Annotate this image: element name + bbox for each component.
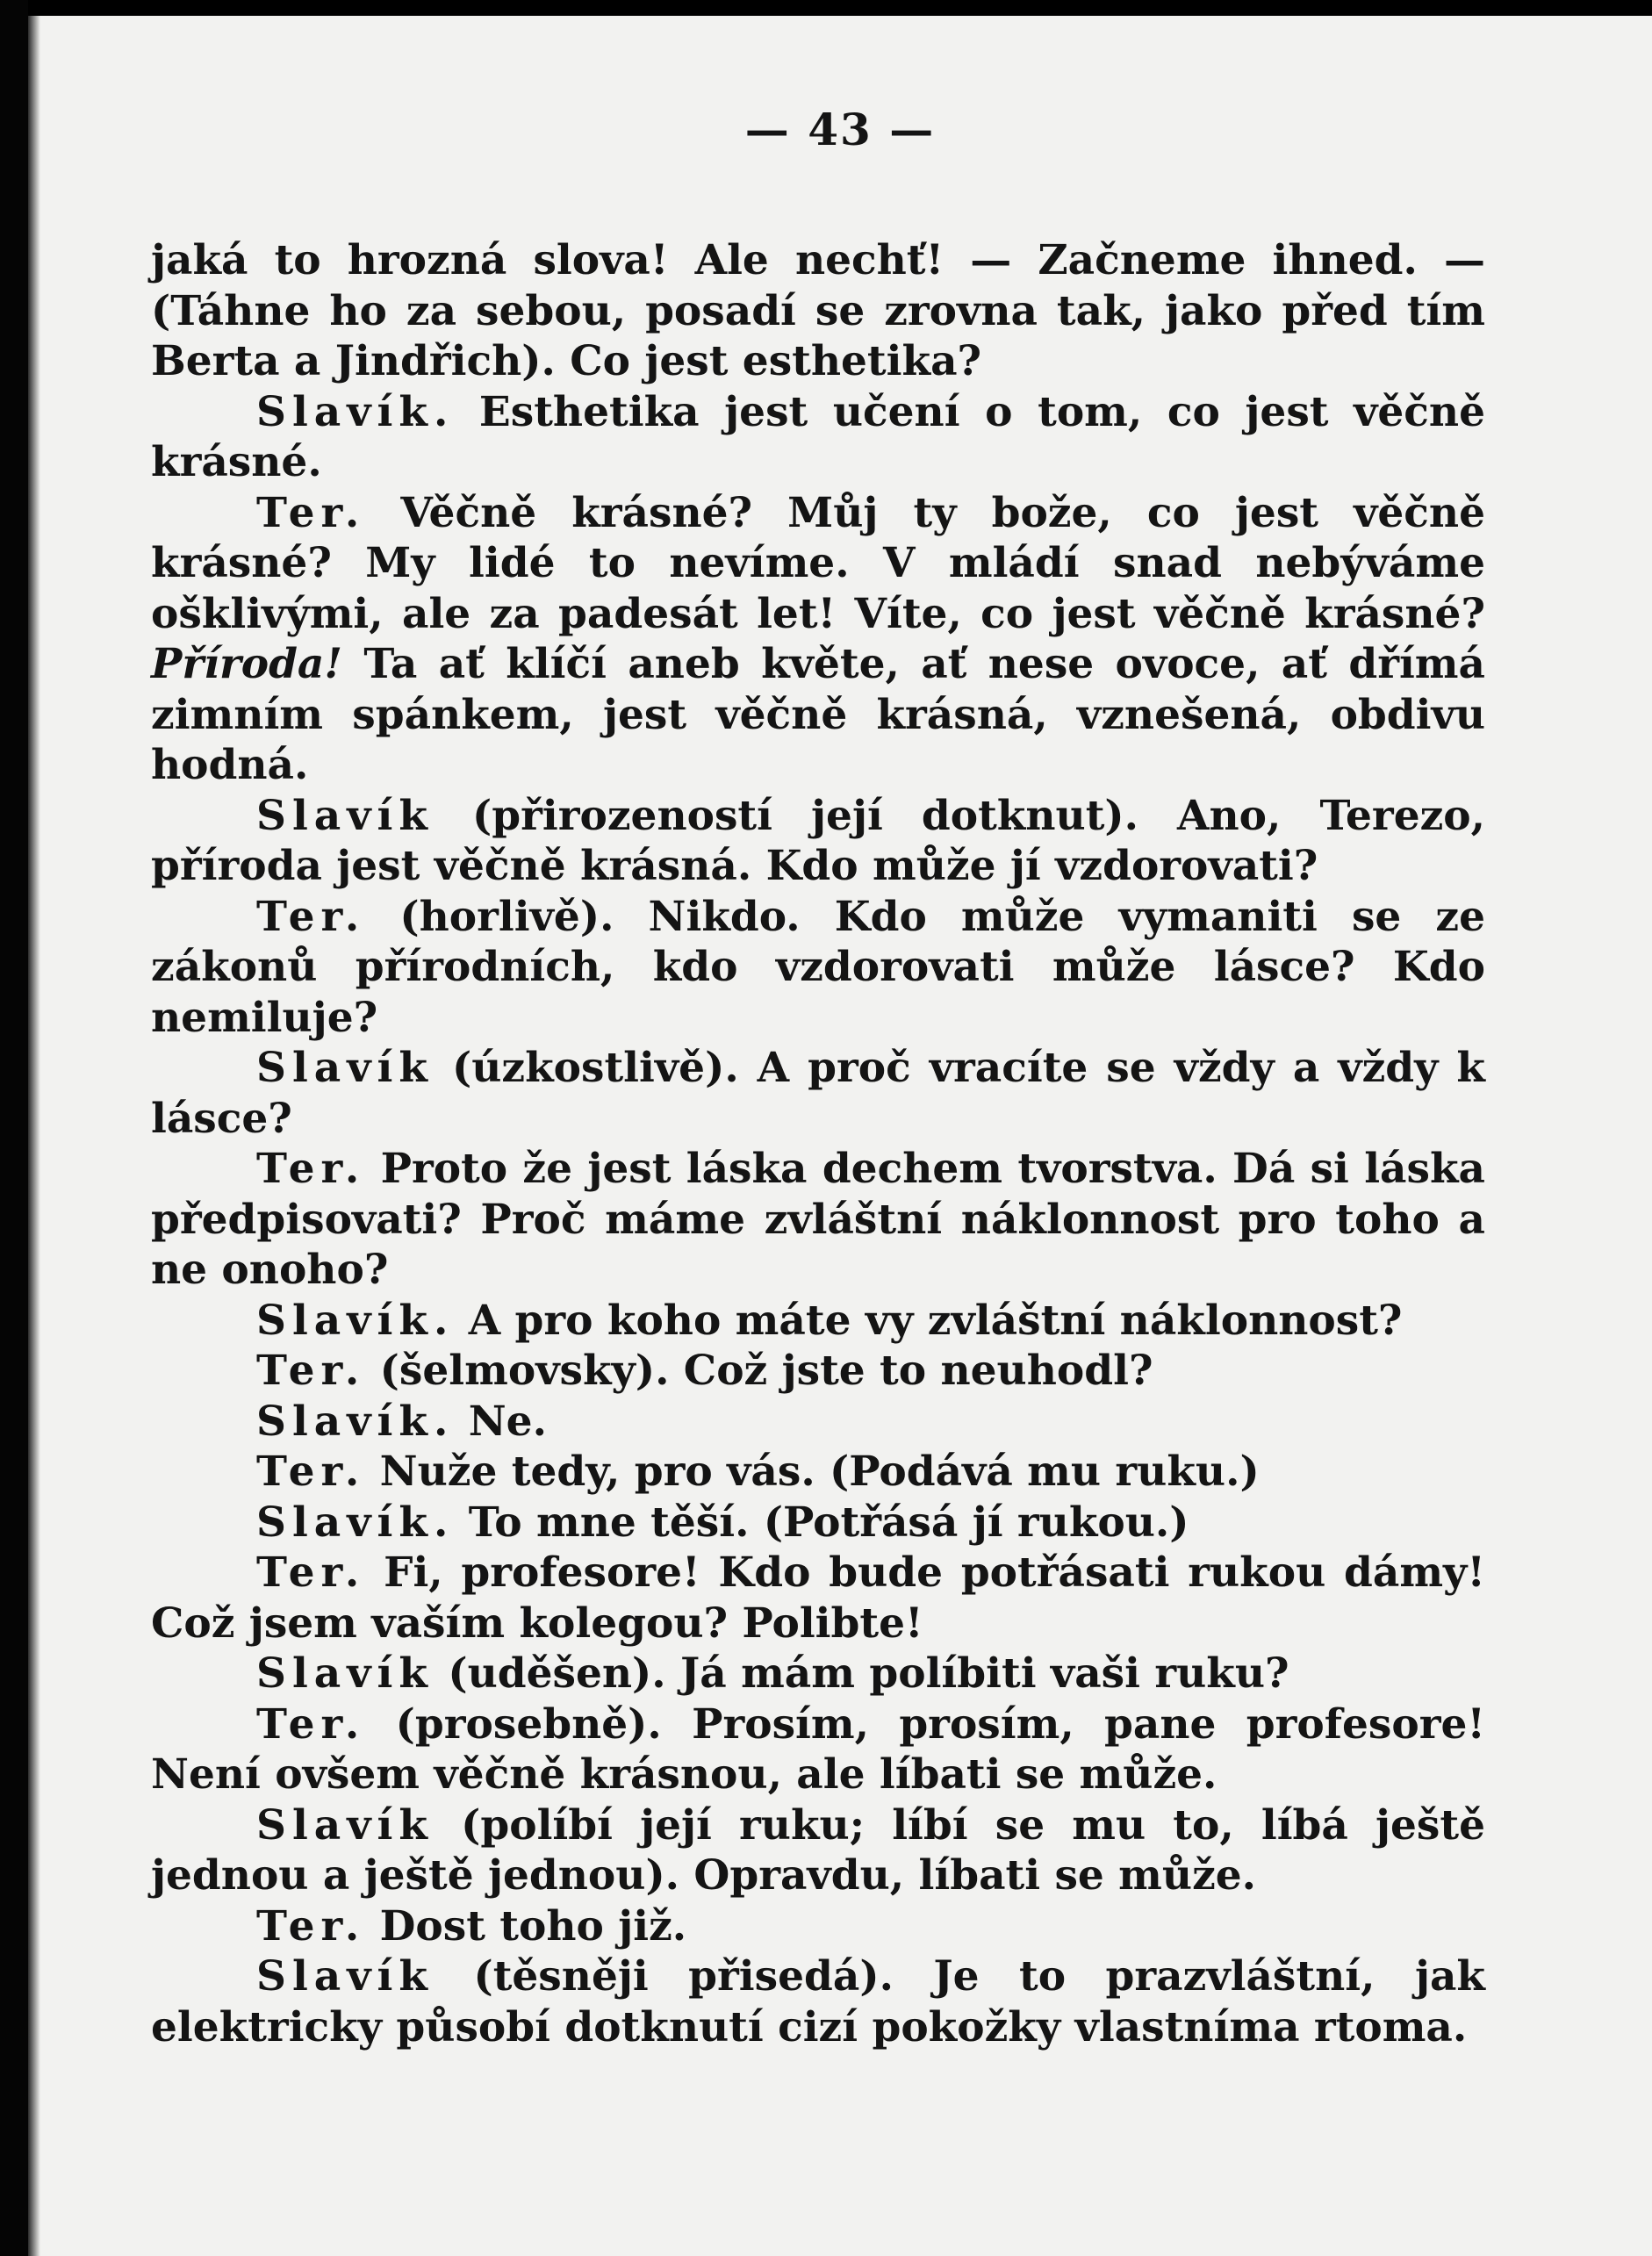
speaker-name: Slavík. xyxy=(256,1397,455,1446)
speaker-name: Ter. xyxy=(256,1548,366,1597)
speaker-name: Ter. xyxy=(256,1145,366,1193)
speech-paragraph: Ter. Fi, profesore! Kdo bude potřásati rukou dámy! Což jsem vaším kolegou? Polibte! xyxy=(151,1548,1485,1648)
italic-emphasis: Příroda! xyxy=(151,640,343,688)
speaker-name: Slavík xyxy=(256,1044,434,1092)
speech-paragraph: Ter. Věčně krásné? Můj ty bože, co jest věčně krásné? My lidé to nevíme. V mládí snad nebýváme ošklivými, ale za padesát let! Víte, co jest věčně krásné? Příroda! Ta ať klíčí aneb květe, ať nese ovoce, ať dřímá zimním spánkem, jest věčně krásná, vznešená, obdivu hodná. xyxy=(151,488,1485,789)
speech-paragraph: Slavík (úzkostlivě). A proč vracíte se vždy a vždy k lásce? xyxy=(151,1044,1485,1143)
speech-paragraph: Ter. (prosebně). Prosím, prosím, pane profesore! Není ovšem věčně krásnou, ale líbati se může. xyxy=(151,1699,1485,1799)
speech-paragraph: Ter. Nuže tedy, pro vás. (Podává mu ruku.) xyxy=(256,1448,1260,1496)
body-text xyxy=(151,235,1485,2052)
speaker-name: Ter. xyxy=(256,1347,366,1395)
speech-paragraph: Slavík. A pro koho máte vy zvláštní náklonnost? xyxy=(256,1296,1403,1345)
spine-shadow xyxy=(28,16,40,2256)
speech-paragraph: Slavík (těsněji přisedá). Je to prazvláštní, jak elektricky působí dotknutí cizí pokožky vlastníma rtoma. xyxy=(151,1952,1485,2051)
speech-paragraph: Ter. (šelmovsky). Což jste to neuhodl? xyxy=(256,1347,1153,1395)
speech-paragraph: Slavík (políbí její ruku; líbí se mu to, líbá ještě jednou a ještě jednou). Opravdu, líbati se může. xyxy=(151,1800,1485,1900)
speech-paragraph: Slavík. Ne. xyxy=(256,1397,547,1446)
paragraph-continuation: jaká to hrozná slova! Ale nechť! — Začneme ihned. — (Táhne ho za sebou, posadí se zrovna tak, jako před tím Berta a Jindřich). Co jest esthetika? xyxy=(151,236,1485,385)
speaker-name: Ter. xyxy=(256,1448,366,1496)
speaker-name: Slavík. xyxy=(256,387,455,436)
speaker-name: Ter. xyxy=(256,1901,366,1951)
book-page xyxy=(28,16,1652,2256)
speech-paragraph: Ter. Proto že jest láska dechem tvorstva. Dá si láska předpisovati? Proč máme zvláštní náklonnost pro toho a ne onoho? xyxy=(151,1145,1485,1294)
speech-paragraph: Ter. (horlivě). Nikdo. Kdo může vymaniti se ze zákonů přírodních, kdo vzdorovati může lásce? Kdo nemiluje? xyxy=(151,892,1485,1042)
speech-paragraph: Slavík (uděšen). Já mám políbiti vaši ruku? xyxy=(256,1649,1289,1698)
speech-paragraph: Ter. Dost toho již. xyxy=(256,1901,687,1951)
speech-paragraph: Slavík (přirozeností její dotknut). Ano, Terezo, příroda jest věčně krásná. Kdo může jí vzdorovati? xyxy=(151,791,1485,890)
speaker-name: Ter. xyxy=(256,1699,366,1749)
speech-paragraph: Slavík. To mne těší. (Potřásá jí rukou.) xyxy=(256,1498,1189,1547)
speaker-name: Slavík xyxy=(256,1800,434,1850)
speaker-name: Ter. xyxy=(256,892,366,941)
speaker-name: Ter. xyxy=(256,488,366,537)
speaker-name: Slavík xyxy=(256,1952,434,2001)
page-number: — 43 — xyxy=(744,104,936,155)
speech-paragraph: Slavík. Esthetika jest učení o tom, co jest věčně krásné. xyxy=(151,387,1485,486)
speaker-name: Slavík xyxy=(256,1649,434,1698)
speaker-name: Slavík. xyxy=(256,1498,455,1547)
speaker-name: Slavík xyxy=(256,791,434,840)
scan-border xyxy=(0,0,28,2256)
speaker-name: Slavík. xyxy=(256,1296,455,1345)
